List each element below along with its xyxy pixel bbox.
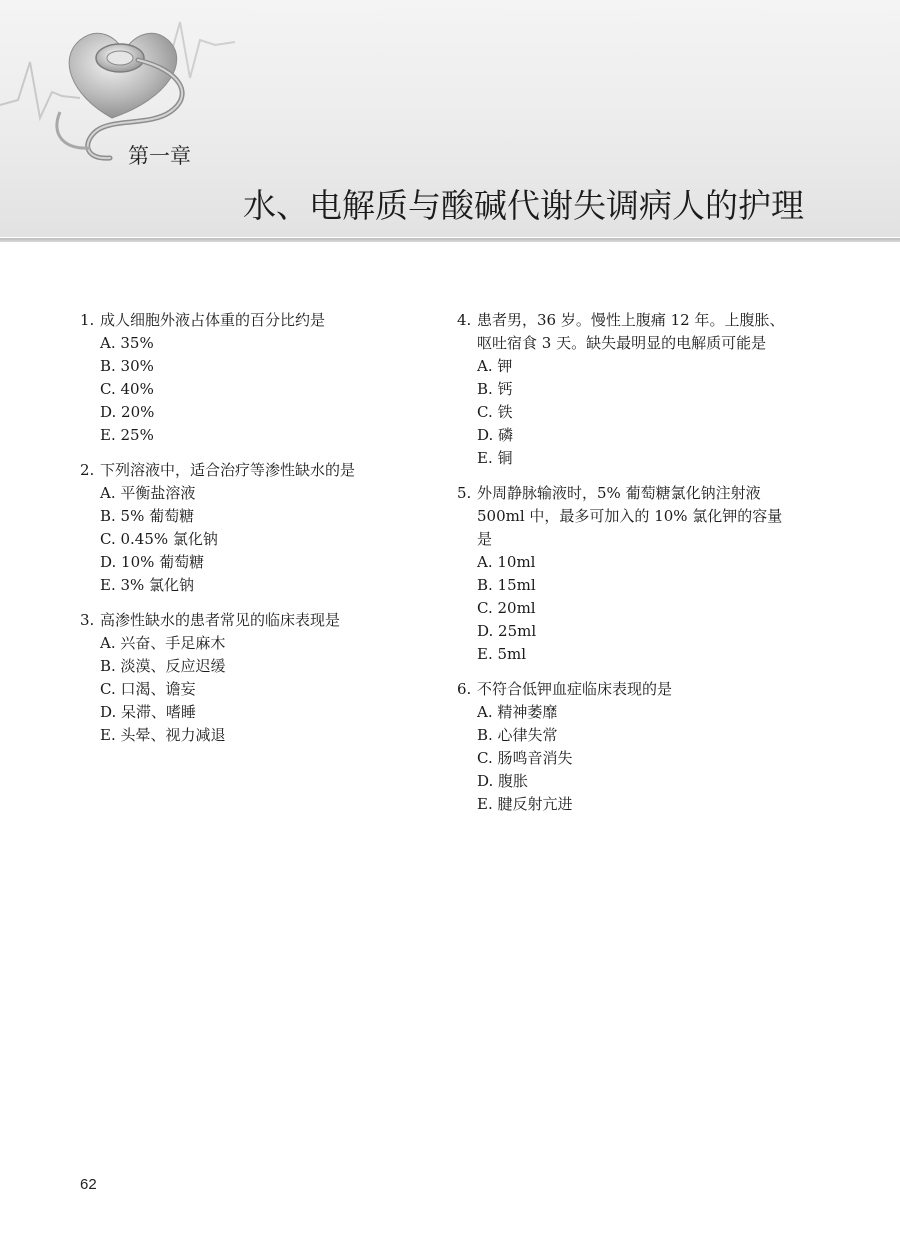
questions-right-column (457, 309, 797, 828)
chapter-title: 水、电解质与酸碱代谢失调病人的护理 (243, 186, 804, 225)
question-stem: 患者男，36 岁。慢性上腹痛 12 年。上腹胀、呕吐宿食 3 天。缺失最明显的电解质可能是 (477, 311, 785, 352)
option-c: C. 铁 (477, 403, 513, 421)
option-a: A. 10ml (477, 553, 536, 571)
option-e: E. 腱反射亢进 (477, 795, 573, 813)
option-b: B. 钙 (477, 380, 513, 398)
option-a: A. 精神萎靡 (477, 703, 558, 721)
option-e: E. 3% 氯化钠 (100, 576, 195, 594)
question-number: 6. (457, 680, 472, 698)
question-number: 4. (457, 311, 472, 329)
option-b: B. 5% 葡萄糖 (100, 507, 195, 525)
question-number: 3. (80, 611, 95, 629)
option-d: D. 磷 (477, 426, 514, 444)
question-6 (457, 678, 797, 816)
question-1 (80, 309, 420, 447)
question-4 (457, 309, 797, 470)
question-number: 5. (457, 484, 472, 502)
question-stem: 外周静脉输液时，5% 葡萄糖氯化钠注射液 500ml 中，最多可加入的 10% 氯化钾的容量是 (477, 484, 783, 548)
option-d: D. 10% 葡萄糖 (100, 553, 205, 571)
question-number: 1. (80, 311, 95, 329)
option-e: E. 5ml (477, 645, 527, 663)
question-stem: 成人细胞外液占体重的百分比约是 (100, 311, 326, 329)
chapter-label: 第一章 (128, 144, 191, 168)
option-c: C. 20ml (477, 599, 536, 617)
option-e: E. 铜 (477, 449, 513, 467)
option-d: D. 20% (100, 403, 155, 421)
question-stem: 下列溶液中，适合治疗等渗性缺水的是 (100, 461, 356, 479)
option-b: B. 心律失常 (477, 726, 558, 744)
option-c: C. 40% (100, 380, 154, 398)
option-d: D. 腹胀 (477, 772, 529, 790)
option-b: B. 30% (100, 357, 154, 375)
question-3 (80, 609, 420, 747)
option-e: E. 头晕、视力减退 (100, 726, 226, 744)
option-a: A. 35% (100, 334, 154, 352)
heart-stethoscope-icon (0, 0, 300, 200)
question-stem: 高渗性缺水的患者常见的临床表现是 (100, 611, 341, 629)
option-b: B. 15ml (477, 576, 536, 594)
option-a: A. 平衡盐溶液 (100, 484, 196, 502)
question-stem: 不符合低钾血症临床表现的是 (477, 680, 673, 698)
option-b: B. 淡漠、反应迟缓 (100, 657, 226, 675)
option-c: C. 肠鸣音消失 (477, 749, 573, 767)
header-divider (0, 238, 900, 242)
option-a: A. 钾 (477, 357, 513, 375)
question-number: 2. (80, 461, 95, 479)
option-d: D. 25ml (477, 622, 537, 640)
question-5 (457, 482, 797, 666)
option-a: A. 兴奋、手足麻木 (100, 634, 226, 652)
option-d: D. 呆滞、嗜睡 (100, 703, 197, 721)
option-e: E. 25% (100, 426, 154, 444)
questions-left-column (80, 309, 420, 759)
option-c: C. 口渴、谵妄 (100, 680, 196, 698)
question-2 (80, 459, 420, 597)
option-c: C. 0.45% 氯化钠 (100, 530, 218, 548)
chapter-header (0, 0, 900, 237)
page-number: 62 (80, 1176, 97, 1193)
